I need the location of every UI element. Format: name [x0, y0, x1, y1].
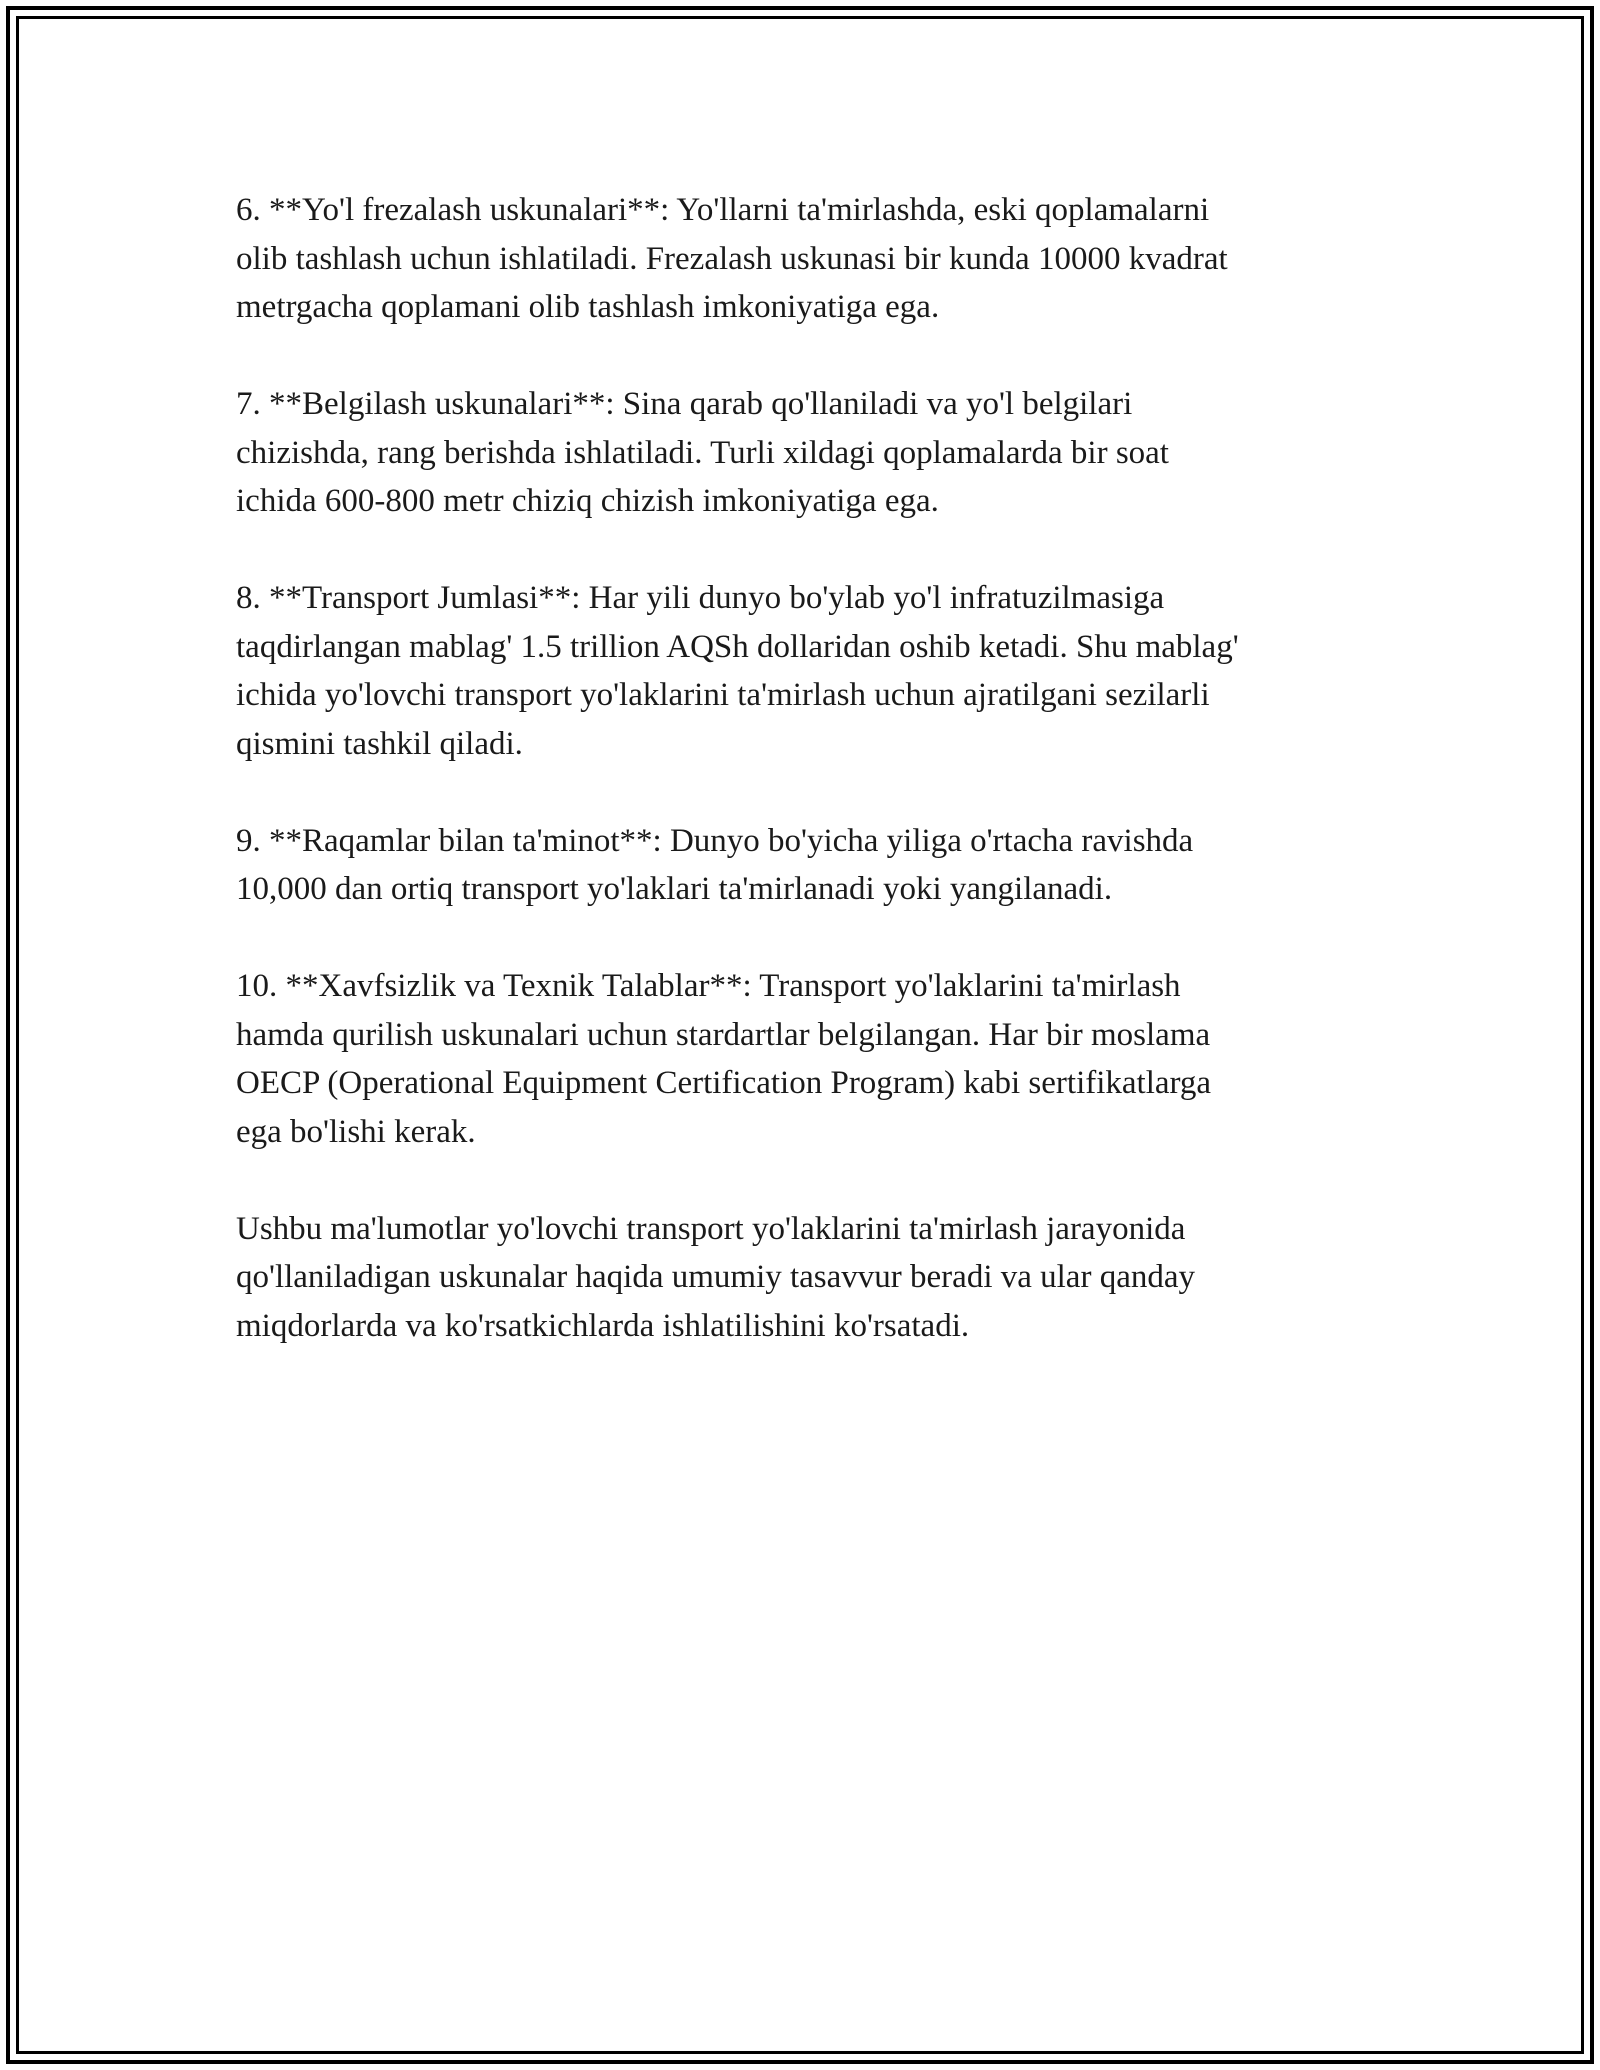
paragraph-item-10: 10. **Xavfsizlik va Texnik Talablar**: Transport yo'laklarini ta'mirlash hamda qurilish uskunalari uchun stardartlar belgilangan. Har bir moslama OECP (Operational Equipment Certification Program) kabi sertifikatlarga ega bo'lishi kerak.	[236, 968, 1212, 1150]
paragraph-item-6: 6. **Yo'l frezalash uskunalari**: Yo'llarni ta'mirlashda, eski qoplamalarni olib tashlash uchun ishlatiladi. Frezalash uskunasi bir kunda 10000 kvadrat metrgacha qoplamani olib tashlash imkoniyatiga ega.	[236, 192, 1228, 325]
document-body	[236, 186, 1366, 1399]
paragraph-item-7: 7. **Belgilash uskunalari**: Sina qarab qo'llaniladi va yo'l belgilari chizishda, rang berishda ishlatiladi. Turli xildagi qoplamalarda bir soat ichida 600-800 metr chiziq chizish imkoniyatiga ega.	[236, 386, 1169, 519]
paragraph-item-8: 8. **Transport Jumlasi**: Har yili dunyo bo'ylab yo'l infratuzilmasiga taqdirlangan mablag' 1.5 trillion AQSh dollaridan oshib ketadi. Shu mablag' ichida yo'lovchi transport yo'laklarini ta'mirlash uchun ajratilgani sezilarli qismini tashkil qiladi.	[236, 580, 1239, 762]
paragraph-item-9: 9. **Raqamlar bilan ta'minot**: Dunyo bo'yicha yiliga o'rtacha ravishda 10,000 dan ortiq transport yo'laklari ta'mirlanadi yoki yangilanadi.	[236, 822, 1194, 907]
paragraph-summary: Ushbu ma'lumotlar yo'lovchi transport yo'laklarini ta'mirlash jarayonida qo'llaniladigan uskunalar haqida umumiy tasavvur beradi va ular qanday miqdorlarda va ko'rsatkichlarda ishlatilishini ko'rsatadi.	[236, 1210, 1195, 1344]
